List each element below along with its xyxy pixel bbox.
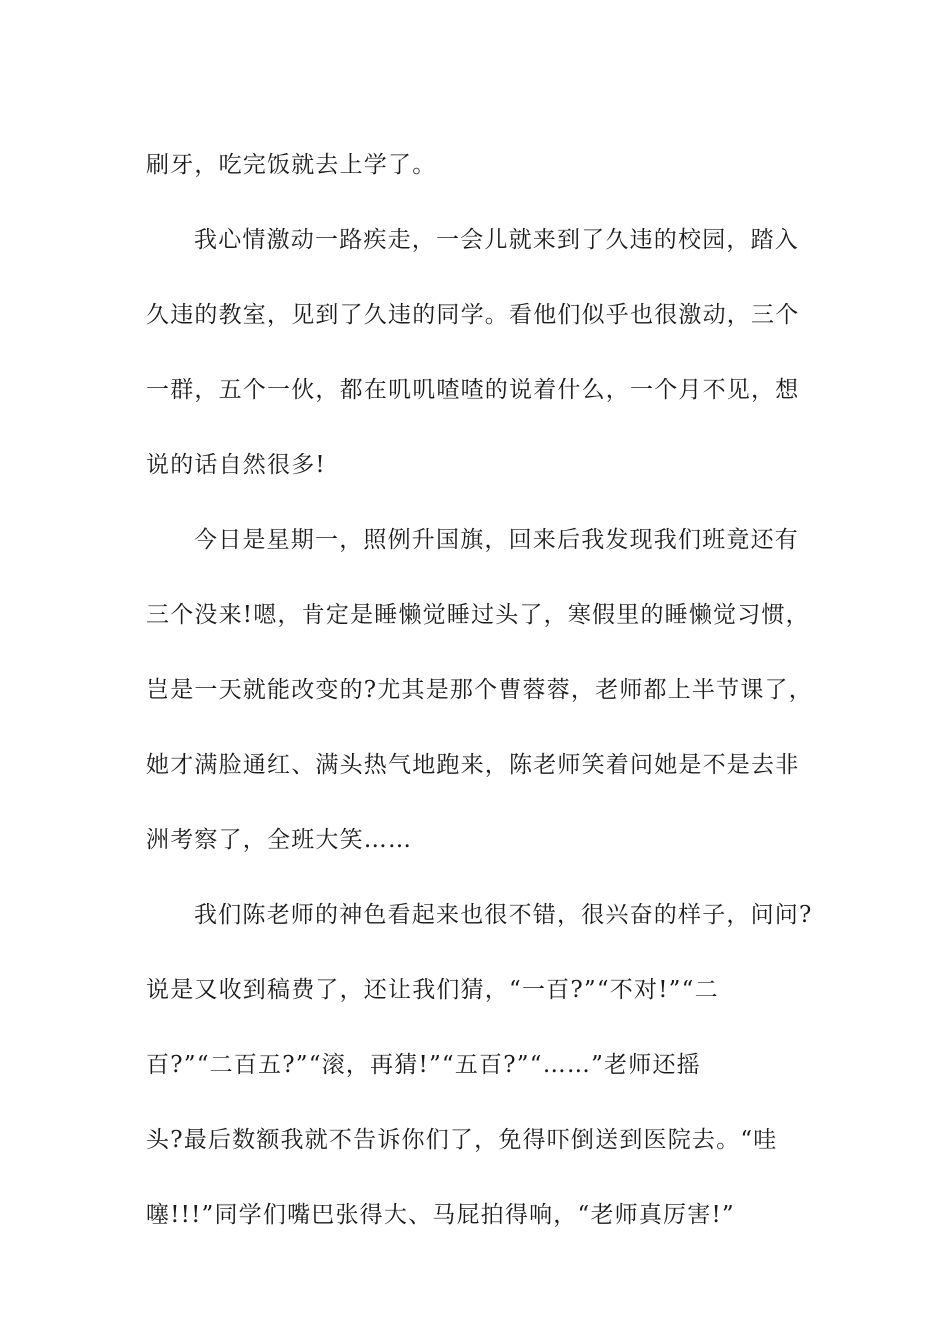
text-line: 头?最后数额我就不告诉你们了，免得吓倒送到医院去。“哇 xyxy=(146,1127,778,1153)
paragraph-1 xyxy=(146,128,806,203)
text-line: 她才满脸通红、满头热气地跑来，陈老师笑着问她是不是去非 xyxy=(146,752,800,778)
text-line: 说是又收到稿费了，还让我们猜，“一百?”“不对!”“二 xyxy=(146,977,719,1003)
text-line: 我心情激动一路疾走，一会儿就来到了久违的校园，踏入 xyxy=(194,227,799,253)
paragraph-2 xyxy=(146,203,806,503)
text-line: 我们陈老师的神色看起来也很不错，很兴奋的样子，问问? xyxy=(194,902,813,928)
paragraph-3 xyxy=(146,503,813,878)
text-line: 百?”“二百五?”“滚，再猜!”“五百?”“……”老师还摇 xyxy=(146,1052,701,1078)
text-line: 噻!!!”同学们嘴巴张得大、马屁拍得响，“老师真厉害!” xyxy=(146,1202,735,1228)
text-line: 岂是一天就能改变的?尤其是那个曹蓉蓉，老师都上半节课了， xyxy=(146,677,813,703)
text-line: 一群，五个一伙，都在叽叽喳喳的说着什么，一个月不见，想 xyxy=(146,377,800,403)
text-line: 洲考察了，全班大笑…… xyxy=(146,827,413,853)
text-line: 今日是星期一，照例升国旗，回来后我发现我们班竟还有 xyxy=(194,527,799,553)
text-line: 久违的教室，见到了久违的同学。看他们似乎也很激动，三个 xyxy=(146,302,800,328)
document-body xyxy=(146,128,813,1253)
text-line: 刷牙，吃完饭就去上学了。 xyxy=(146,152,437,178)
paragraph-4 xyxy=(146,878,813,1253)
text-line: 三个没来!嗯，肯定是睡懒觉睡过头了，寒假里的睡懒觉习惯， xyxy=(146,602,810,628)
text-line: 说的话自然很多! xyxy=(146,452,326,478)
